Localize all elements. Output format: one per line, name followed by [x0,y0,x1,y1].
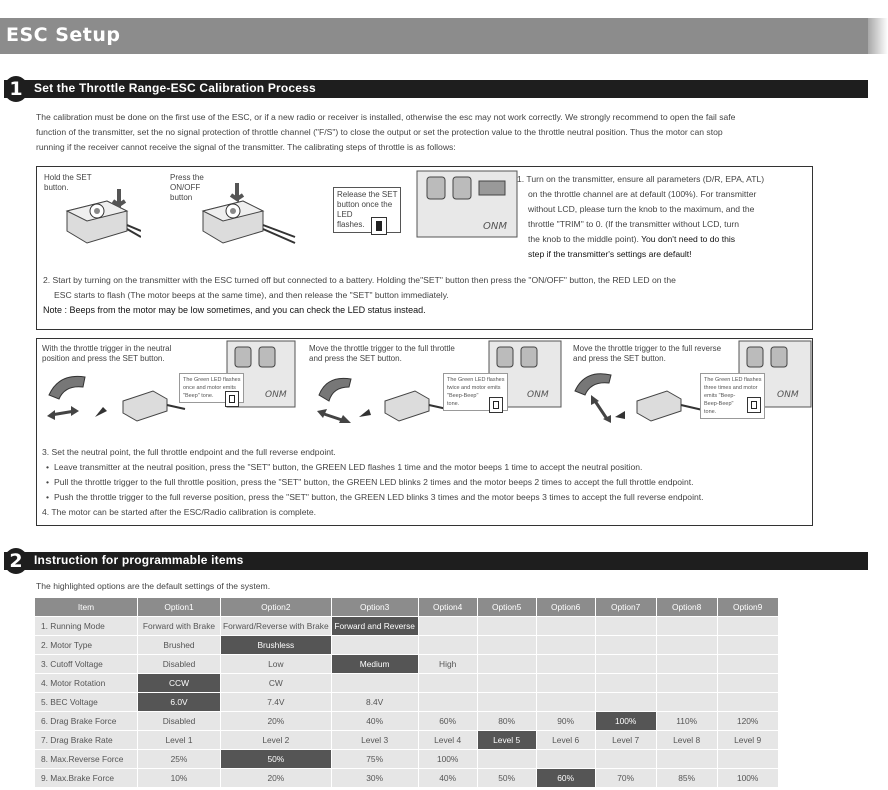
caption-line: The Green LED flashes [704,377,762,383]
option-cell [332,674,418,692]
option-cell [657,674,717,692]
option-cell [718,674,778,692]
bullet-item: • Push the throttle trigger to the full reverse position, press the "SET" button, the GREEN LED blinks 3 times and the motor beeps 3 times to accept the full reverse endpoint. [42,490,808,505]
option-cell: Disabled [138,712,220,730]
option-cell: High [419,655,477,673]
option-cell: Level 3 [332,731,418,749]
step-line: 1. Turn on the transmitter, ensure all parameters (D/R, EPA, ATL) [517,174,765,184]
step-3-text [42,445,808,520]
section-1-number: 1 [4,76,28,102]
esc-press-onoff-illustration [197,181,297,251]
option-cell: Disabled [138,655,220,673]
column-header: Item [35,598,137,616]
default-option-cell: Brushless [221,636,331,654]
table-row [35,750,778,768]
full-reverse-trigger-illustration [567,339,812,431]
item-name-cell: 8. Max.Reverse Force [35,750,137,768]
programmable-items-table [34,597,779,788]
svg-text:ONM: ONM [483,221,507,232]
calibration-step-box-1 [36,166,813,330]
option-cell [718,655,778,673]
option-cell [596,655,656,673]
option-cell [478,674,536,692]
caption-line: tone. [704,409,717,415]
item-name-cell: 3. Cutoff Voltage [35,655,137,673]
option-cell [596,617,656,635]
step-line: 3. Set the neutral point, the full throttle endpoint and the full reverse endpoint. [42,447,336,457]
step-1-text [517,172,807,262]
option-cell [718,636,778,654]
step-line: ESC starts to flash (The motor beeps at the same time), and then release the "SET" button immediately. [54,290,449,300]
option-cell [478,750,536,768]
item-name-cell: 7. Drag Brake Rate [35,731,137,749]
option-cell [657,693,717,711]
default-option-cell: 50% [221,750,331,768]
svg-text:ONM: ONM [777,390,799,400]
option-cell: CW [221,674,331,692]
column-header: Option1 [138,598,220,616]
section-2-bar [4,552,868,570]
option-cell: 25% [138,750,220,768]
page-header [0,18,868,54]
caption-line: button [170,193,193,202]
option-cell [419,674,477,692]
option-cell [537,617,595,635]
bullet-item: • Pull the throttle trigger to the full throttle position, press the "SET" button, the GREEN LED blinks 2 times and the motor beeps 2 times to accept the full throttle endpoint. [42,475,808,490]
column-header: Option8 [657,598,717,616]
step-line: on the throttle channel are at default (100%). For transmitter [528,189,757,199]
table-row [35,655,778,673]
caption-line: "Beep" tone. [183,393,214,399]
step-line: 2. Start by turning on the transmitter with the ESC turned off but connected to a battery. Holding the"SET" button then press the "ON/OFF" button, the RED LED on the [43,275,676,285]
option-cell: 120% [718,712,778,730]
section-1-bar [4,80,868,98]
option-cell: 75% [332,750,418,768]
default-option-cell: CCW [138,674,220,692]
option-cell [419,617,477,635]
caption-line: Move the throttle trigger to the full reverse [573,344,722,353]
option-cell: Level 9 [718,731,778,749]
caption-line: flashes. [337,220,365,229]
step-line: without LCD, please turn the knob to the maximum, and the [528,204,755,214]
option-cell: Brushed [138,636,220,654]
option-cell: 40% [419,769,477,787]
caption-line: button once the [337,200,393,209]
option-cell: Level 8 [657,731,717,749]
column-header: Option7 [596,598,656,616]
option-cell [537,655,595,673]
caption-line: and press the SET button. [573,354,666,363]
column-header: Option9 [718,598,778,616]
option-cell: 20% [221,712,331,730]
option-cell [537,693,595,711]
svg-text:ONM: ONM [265,390,287,400]
option-cell: 90% [537,712,595,730]
step-line: throttle "TRIM" to 0. (If the transmitter without LCD, turn [528,219,739,229]
table-row [35,769,778,787]
caption-line: With the throttle trigger in the neutral [42,344,172,353]
option-cell: 85% [657,769,717,787]
caption-line: position and press the SET button. [42,354,165,363]
option-cell [718,750,778,768]
caption-line: button. [44,183,69,192]
option-cell: 7.4V [221,693,331,711]
option-cell [657,636,717,654]
table-row [35,712,778,730]
caption-line: ON/OFF [170,183,201,192]
item-name-cell: 1. Running Mode [35,617,137,635]
svg-text:ONM: ONM [527,390,549,400]
table-header-row [35,598,778,616]
caption-line: LED [337,210,353,219]
option-cell [596,693,656,711]
note-text: Note : Beeps from the motor may be low sometimes, and you can check the LED status instead. [43,305,426,315]
caption-line: once and motor emits [183,385,236,391]
section-2-title: Instruction for programmable items [34,553,244,567]
option-cell [596,674,656,692]
option-cell [537,674,595,692]
option-cell: 10% [138,769,220,787]
option-cell: Level 4 [419,731,477,749]
option-cell [478,693,536,711]
section-2-number: 2 [4,548,28,574]
column-header: Option2 [221,598,331,616]
option-cell [419,636,477,654]
intro-line: The calibration must be done on the first use of the ESC, or if a new radio or receiver is installed, otherwise the esc may not work correctly. We strongly recommend to open the fail safe [36,112,736,122]
caption-line: Move the throttle trigger to the full throttle [309,344,455,353]
full-throttle-trigger-illustration [305,339,565,431]
default-option-cell: Medium [332,655,418,673]
table-row [35,617,778,635]
default-option-cell: 100% [596,712,656,730]
option-cell: Level 7 [596,731,656,749]
page-title: ESC Setup [6,24,121,46]
option-cell [478,636,536,654]
option-cell: 30% [332,769,418,787]
section-1-intro [36,110,851,155]
caption-line: Hold the SET [44,173,92,182]
default-option-cell: Level 5 [478,731,536,749]
option-cell: 8.4V [332,693,418,711]
default-option-cell: 6.0V [138,693,220,711]
table-row [35,693,778,711]
led-indicator-icon [225,391,239,407]
caption-line: Beep-Beep" [704,401,734,407]
option-cell: 100% [419,750,477,768]
option-cell: 50% [478,769,536,787]
option-cell [718,617,778,635]
option-cell: 20% [221,769,331,787]
option-cell: Low [221,655,331,673]
option-cell [478,617,536,635]
option-cell: Level 2 [221,731,331,749]
calibration-step-box-2 [36,338,813,526]
led-indicator-icon [489,397,503,413]
caption-line: tone. [447,401,460,407]
intro-line: running if the receiver cannot receive the signal of the transmitter. The calibrating steps of throttle is as follows: [36,142,456,152]
item-name-cell: 9. Max.Brake Force [35,769,137,787]
option-cell: 110% [657,712,717,730]
led-indicator-icon [371,217,387,235]
caption-line: twice and motor emits [447,385,501,391]
table-row [35,731,778,749]
column-header: Option4 [419,598,477,616]
caption-line: three times and motor [704,385,758,391]
option-cell: 40% [332,712,418,730]
caption-release-set [333,187,401,233]
table-row [35,636,778,654]
option-cell [419,693,477,711]
step-2-text [43,273,809,318]
item-name-cell: 6. Drag Brake Force [35,712,137,730]
option-cell [537,636,595,654]
column-header: Option5 [478,598,536,616]
bullet-item: • Leave transmitter at the neutral position, press the "SET" button, the GREEN LED flashes 1 time and the motor beeps 1 time to accept the neutral position. [42,460,808,475]
option-cell [478,655,536,673]
table-row [35,674,778,692]
neutral-trigger-illustration [39,339,299,431]
caption-line: emits "Beep- [704,393,736,399]
option-cell: Forward with Brake [138,617,220,635]
option-cell: 60% [419,712,477,730]
intro-line: function of the transmitter, set the no signal protection of throttle channel ("F/S") to close the output or set the protection value to the throttle neutral position. Thus the motor can stop [36,127,723,137]
option-cell [657,655,717,673]
item-name-cell: 4. Motor Rotation [35,674,137,692]
caption-line: and press the SET button. [309,354,402,363]
section-1-title: Set the Throttle Range-ESC Calibration Process [34,81,316,95]
caption-line: The Green LED flashes [183,377,241,383]
option-cell: Level 1 [138,731,220,749]
option-cell: 70% [596,769,656,787]
default-option-cell: 60% [537,769,595,787]
option-cell [718,693,778,711]
caption-line: "Beep-Beep" [447,393,479,399]
option-cell: Level 6 [537,731,595,749]
esc-closeup-illustration [413,167,523,241]
item-name-cell: 5. BEC Voltage [35,693,137,711]
esc-hold-set-illustration [61,181,141,251]
default-option-cell: Forward and Reverse [332,617,418,635]
led-indicator-icon [747,397,761,413]
option-cell [537,750,595,768]
option-cell [596,636,656,654]
caption-line: Release the SET [337,190,398,199]
section-2-intro: The highlighted options are the default settings of the system. [36,581,271,591]
option-cell: 100% [718,769,778,787]
step-emphasis: step if the transmitter's settings are default! [528,249,692,259]
option-cell [657,617,717,635]
option-cell [332,636,418,654]
step-emphasis: You don't need to do this [641,234,736,244]
option-cell [596,750,656,768]
column-header: Option3 [332,598,418,616]
step-4-text: 4. The motor can be started after the ESC/Radio calibration is complete. [42,507,317,517]
option-cell: Forward/Reverse with Brake [221,617,331,635]
item-name-cell: 2. Motor Type [35,636,137,654]
step-line: the knob to the middle point). [528,234,639,244]
caption-line: Press the [170,173,204,182]
caption-line: The Green LED flashes [447,377,505,383]
option-cell: 80% [478,712,536,730]
column-header: Option6 [537,598,595,616]
option-cell [657,750,717,768]
